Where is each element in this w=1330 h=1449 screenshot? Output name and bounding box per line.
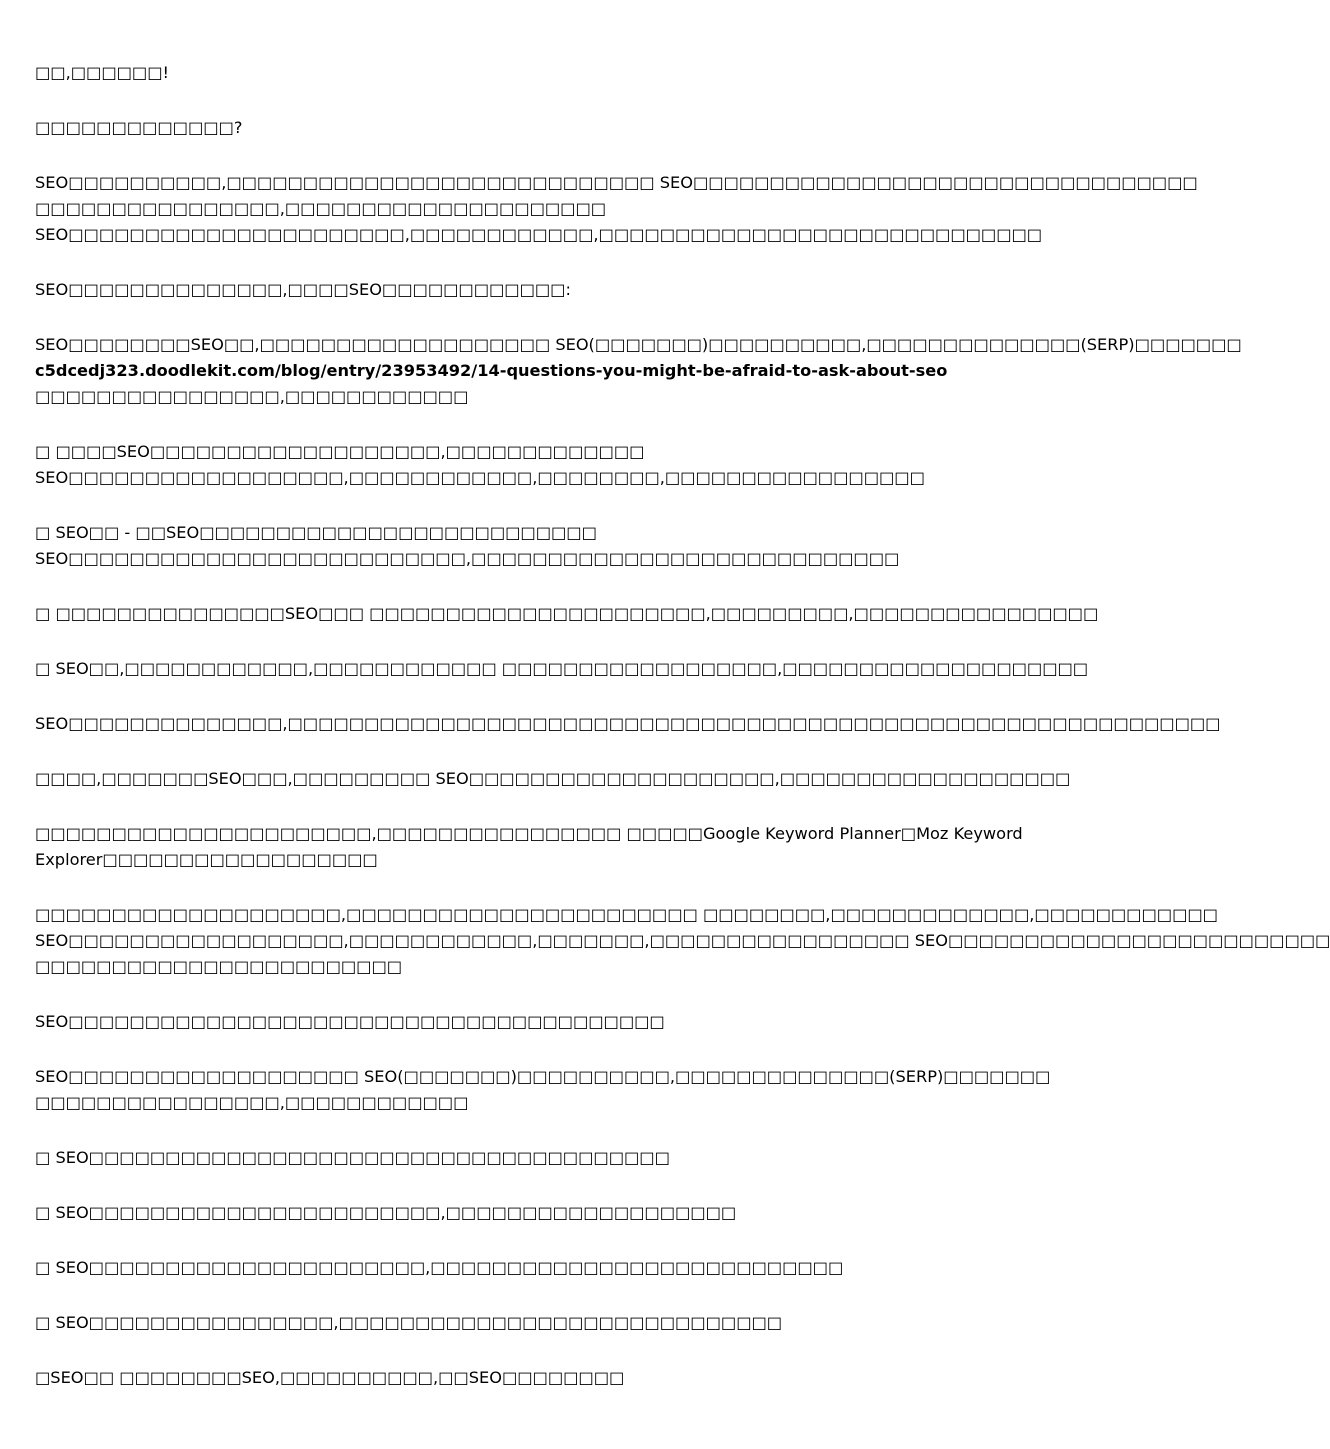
- text-line: □□□□□□□□□□□□□□□□□□□□□□□□: [35, 957, 403, 976]
- text-line: □ SEO□□□□□□□□□□□□□□□□□□□□□□□□□□□□□□□□□□□□□□: [35, 1148, 670, 1167]
- text-line: SEO□□□□□□□□□□□□□□□□□□□□□□,□□□□□□□□□□□□,□□□□□□□□□□□□□□□□□□□□□□□□□□□□□: [35, 225, 1043, 244]
- text-line: □□□□□□□□□□□□□□□□,□□□□□□□□□□□□: [35, 387, 469, 406]
- text-line: SEO□□□□□□□□□□,□□□□□□□□□□□□□□□□□□□□□□□□□□□□ SEO□□□□□□□□□□□□□□□□□□□□□□□□□□□□□□□□□: [35, 173, 1198, 192]
- paragraph: [35, 170, 1198, 248]
- text-line: SEO□□□□□□□□□□□□□□□□□□□□□□□□□□,□□□□□□□□□□□□□□□□□□□□□□□□□□□□: [35, 549, 900, 568]
- paragraph: [35, 1310, 990, 1336]
- paragraph: [35, 766, 1071, 792]
- text-line: □□□□□□□□□□□□□□□□□□□□,□□□□□□□□□□□□□□□□□□□□□□□ □□□□□□□□,□□□□□□□□□□□□□,□□□□□□□□□□□□: [35, 905, 1218, 924]
- paragraph: [35, 332, 1242, 410]
- text-line: SEO□□□□□□□□SEO□□,□□□□□□□□□□□□□□□□□□□ SEO(□□□□□□□)□□□□□□□□□□,□□□□□□□□□□□□□□(SERP)□□□□□□□: [35, 335, 1242, 354]
- text-line: SEO□□□□□□□□□□□□□□,□□□□SEO□□□□□□□□□□□□:: [35, 280, 571, 299]
- paragraph: [35, 277, 990, 303]
- paragraph: [35, 1255, 990, 1281]
- paragraph: [35, 1200, 990, 1226]
- paragraph: [35, 601, 1099, 627]
- text-line: SEO□□□□□□□□□□□□□□□□□□,□□□□□□□□□□□□,□□□□□□□,□□□□□□□□□□□□□□□□□ SEO□□□□□□□□□□□□□□□□□□□□□□□□□: [35, 931, 1330, 950]
- link-text[interactable]: c5dcedj323.doodlekit.com/blog/entry/23953492/14-questions-you-might-be-afraid-to-ask-about-seo: [35, 361, 948, 380]
- text-line: □□,□□□□□□!: [35, 63, 169, 82]
- paragraph: [35, 60, 990, 86]
- text-line: □ SEO□□,□□□□□□□□□□□□,□□□□□□□□□□□□ □□□□□□□□□□□□□□□□□□,□□□□□□□□□□□□□□□□□□□□: [35, 659, 1089, 678]
- paragraph: [35, 1145, 990, 1171]
- paragraph: [35, 115, 990, 141]
- text-line: □ □□□□SEO□□□□□□□□□□□□□□□□□□□,□□□□□□□□□□□□□: [35, 442, 645, 461]
- text-line: □ □□□□□□□□□□□□□□□SEO□□□ □□□□□□□□□□□□□□□□□□□□□□,□□□□□□□□□,□□□□□□□□□□□□□□□□: [35, 604, 1099, 623]
- text-line: □ SEO□□□□□□□□□□□□□□□□,□□□□□□□□□□□□□□□□□□□□□□□□□□□□□: [35, 1313, 783, 1332]
- text-line: □□□□□□□□□□□□□□□□□□□□□□,□□□□□□□□□□□□□□□□ □□□□□Google Keyword Planner□Moz Keyword: [35, 824, 1023, 843]
- paragraph: [35, 902, 1330, 980]
- text-line: □□□□,□□□□□□□SEO□□□,□□□□□□□□□ SEO□□□□□□□□□□□□□□□□□□□□,□□□□□□□□□□□□□□□□□□□: [35, 769, 1071, 788]
- paragraph: [35, 439, 990, 491]
- paragraph: [35, 1009, 990, 1035]
- paragraph: [35, 1064, 1051, 1116]
- text-line: Explorer□□□□□□□□□□□□□□□□□□: [35, 850, 378, 869]
- text-line: □ SEO□□□□□□□□□□□□□□□□□□□□□□,□□□□□□□□□□□□□□□□□□□□□□□□□□□: [35, 1258, 844, 1277]
- text-line: SEO□□□□□□□□□□□□□□□□□□□□□□□□□□□□□□□□□□□□□□□: [35, 1012, 665, 1031]
- text-line: SEO□□□□□□□□□□□□□□,□□□□□□□□□□□□□□□□□□□□□□□□□□□□□□□□□□□□□□□□□□□□□□□□□□□□□□□□□□□□□: [35, 714, 1221, 733]
- paragraph: [35, 711, 1221, 737]
- text-line: SEO□□□□□□□□□□□□□□□□□□,□□□□□□□□□□□□,□□□□□□□□,□□□□□□□□□□□□□□□□□: [35, 468, 925, 487]
- text-line: □SEO□□ □□□□□□□□SEO,□□□□□□□□□□,□□SEO□□□□□□□□: [35, 1368, 625, 1387]
- text-line: □□□□□□□□□□□□□?: [35, 118, 243, 137]
- text-line: □ SEO□□□□□□□□□□□□□□□□□□□□□□□,□□□□□□□□□□□□□□□□□□□: [35, 1203, 737, 1222]
- paragraph: [35, 656, 1089, 682]
- text-line: □□□□□□□□□□□□□□□□,□□□□□□□□□□□□: [35, 1093, 469, 1112]
- paragraph: [35, 1365, 990, 1391]
- text-line: SEO□□□□□□□□□□□□□□□□□□□ SEO(□□□□□□□)□□□□□□□□□□,□□□□□□□□□□□□□□(SERP)□□□□□□□: [35, 1067, 1051, 1086]
- paragraph: [35, 520, 990, 572]
- paragraph: [35, 821, 1023, 873]
- text-line: □ SEO□□ - □□SEO□□□□□□□□□□□□□□□□□□□□□□□□□□: [35, 523, 597, 542]
- text-line: □□□□□□□□□□□□□□□□,□□□□□□□□□□□□□□□□□□□□□: [35, 199, 607, 218]
